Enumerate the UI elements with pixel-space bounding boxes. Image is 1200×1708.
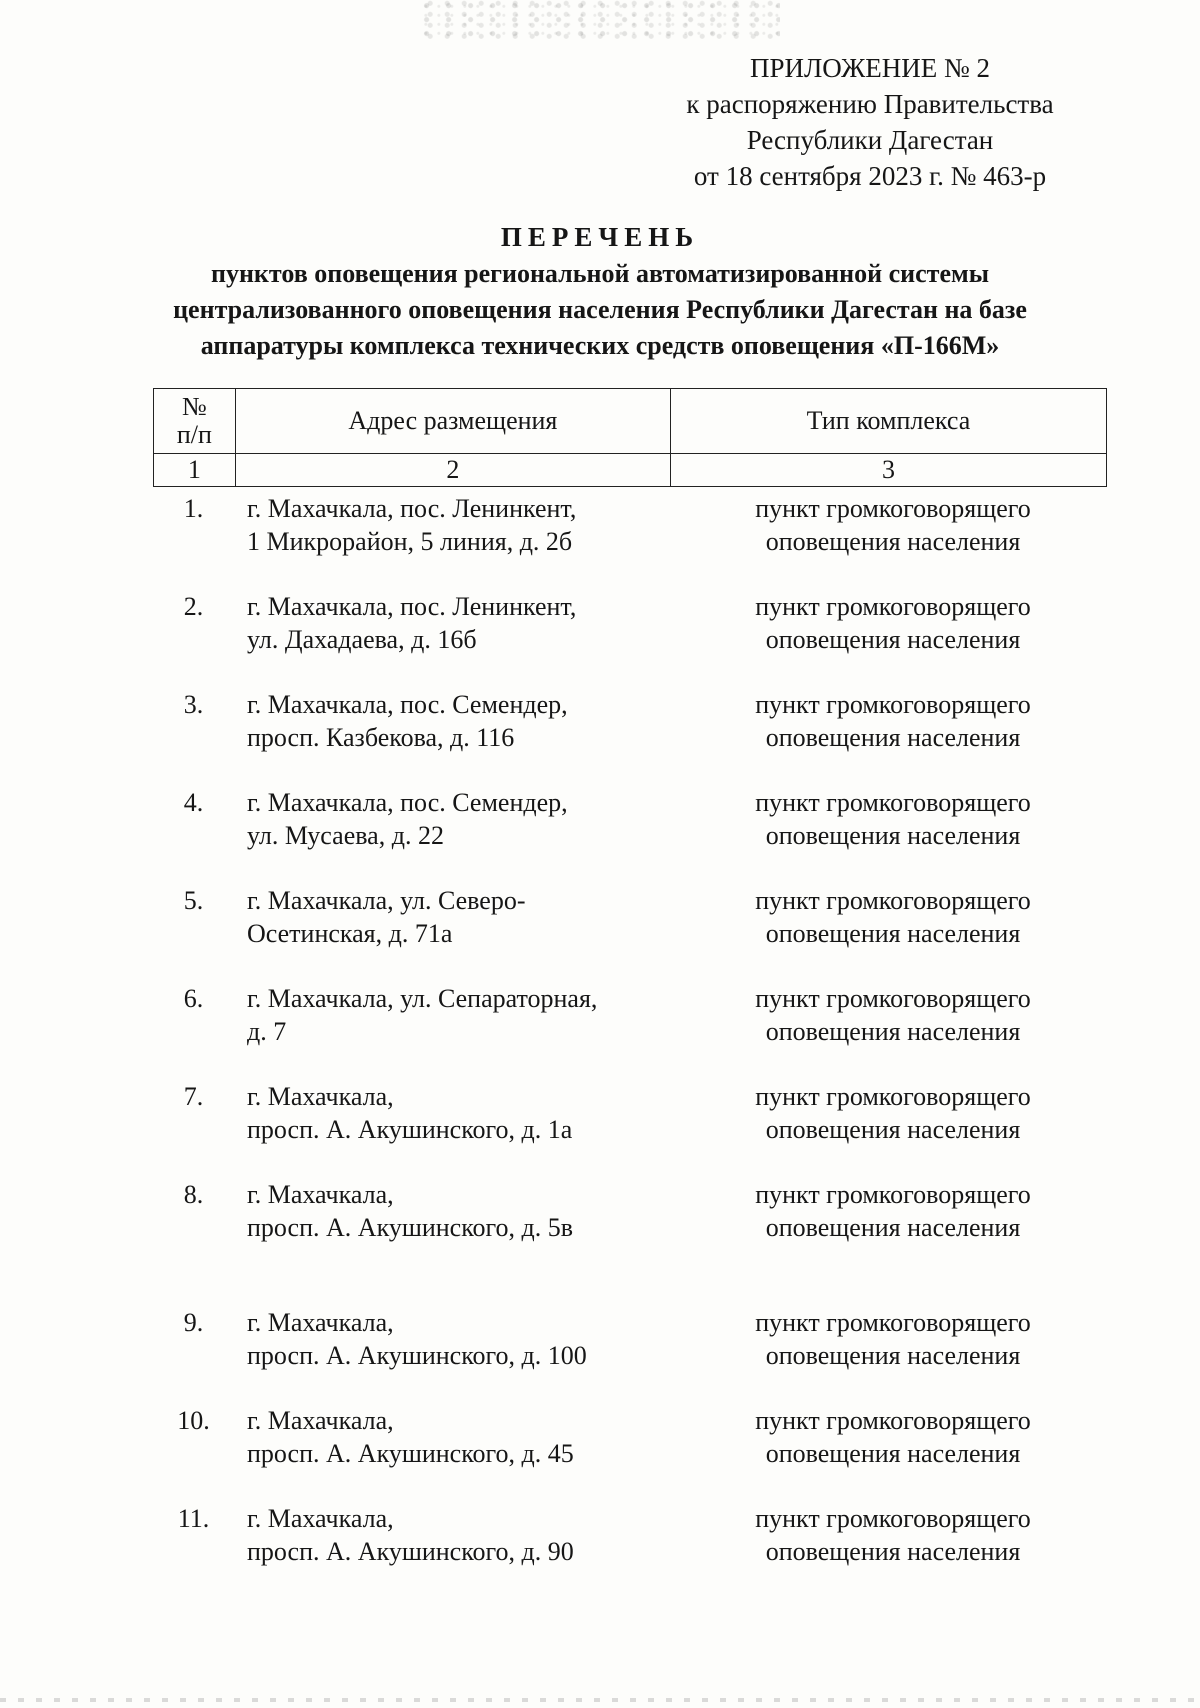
title-main: ПЕРЕЧЕНЬ <box>500 222 700 252</box>
type-line: оповещения населения <box>765 1341 1021 1370</box>
address-line: г. Махачкала, <box>247 1308 394 1337</box>
address-line: г. Махачкала, ул. Северо- <box>247 886 526 915</box>
row-type <box>693 1404 1093 1470</box>
address-line: 1 Микрорайон, 5 линия, д. 2б <box>247 527 573 556</box>
row-number: 6. <box>183 984 204 1013</box>
type-line: пункт громкоговорящего <box>755 1082 1031 1111</box>
row-address <box>247 1306 667 1372</box>
address-line: Осетинская, д. 71а <box>247 919 453 948</box>
row-address <box>247 590 667 656</box>
table-row <box>153 1306 1107 1378</box>
row-number: 2. <box>183 592 204 621</box>
appendix-line: ПРИЛОЖЕНИЕ № 2 <box>749 53 991 83</box>
table-row <box>153 786 1107 858</box>
row-address <box>247 786 667 852</box>
type-line: оповещения населения <box>765 1439 1021 1468</box>
type-line: оповещения населения <box>765 1213 1021 1242</box>
address-line: г. Махачкала, пос. Ленинкент, <box>247 592 577 621</box>
type-line: пункт громкоговорящего <box>755 788 1031 817</box>
row-type <box>693 1306 1093 1372</box>
type-line: пункт громкоговорящего <box>755 1180 1031 1209</box>
header-address: Адрес размещения <box>235 389 670 454</box>
row-address <box>247 1404 667 1470</box>
scan-edge <box>0 1698 1200 1702</box>
type-line: пункт громкоговорящего <box>755 1504 1031 1533</box>
row-type <box>693 884 1093 950</box>
row-type <box>693 590 1093 656</box>
type-line: оповещения населения <box>765 527 1021 556</box>
appendix-line: Республики Дагестан <box>746 125 994 155</box>
table-row <box>153 492 1107 564</box>
subtitle-line: пунктов оповещения региональной автоматизированной системы <box>210 259 990 288</box>
type-line: оповещения населения <box>765 1537 1021 1566</box>
type-line: пункт громкоговорящего <box>755 984 1031 1013</box>
address-line: ул. Дахадаева, д. 16б <box>247 625 477 654</box>
address-line: ул. Мусаева, д. 22 <box>247 821 444 850</box>
appendix-line: от 18 сентября 2023 г. № 463-р <box>693 161 1047 191</box>
row-number: 9. <box>183 1308 204 1337</box>
row-number: 7. <box>183 1082 204 1111</box>
address-line: г. Махачкала, <box>247 1082 394 1111</box>
row-address <box>247 982 667 1048</box>
type-line: оповещения населения <box>765 723 1021 752</box>
type-line: пункт громкоговорящего <box>755 690 1031 719</box>
row-number: 8. <box>183 1180 204 1209</box>
title-subtitle <box>100 256 1100 364</box>
type-line: оповещения населения <box>765 919 1021 948</box>
address-line: г. Махачкала, пос. Семендер, <box>247 788 568 817</box>
table-row <box>153 688 1107 760</box>
address-line: просп. А. Акушинского, д. 1а <box>247 1115 573 1144</box>
row-type <box>693 1080 1093 1146</box>
table-row <box>153 1404 1107 1476</box>
row-number: 4. <box>183 788 204 817</box>
type-line: пункт громкоговорящего <box>755 886 1031 915</box>
scan-noise <box>420 0 780 40</box>
address-line: просп. А. Акушинского, д. 100 <box>247 1341 587 1370</box>
row-type <box>693 786 1093 852</box>
subtitle-line: централизованного оповещения населения Республики Дагестан на базе <box>173 295 1027 324</box>
address-line: г. Махачкала, пос. Ленинкент, <box>247 494 577 523</box>
row-address <box>247 1178 667 1244</box>
address-line: г. Махачкала, <box>247 1504 394 1533</box>
table-row <box>153 1080 1107 1152</box>
type-line: пункт громкоговорящего <box>755 1406 1031 1435</box>
header-type: Тип комплекса <box>670 389 1106 454</box>
row-address <box>247 884 667 950</box>
address-line: просп. А. Акушинского, д. 5в <box>247 1213 574 1242</box>
type-line: оповещения населения <box>765 821 1021 850</box>
address-line: г. Махачкала, пос. Семендер, <box>247 690 568 719</box>
row-type <box>693 1178 1093 1244</box>
row-number: 11. <box>177 1504 210 1533</box>
header-col-index: 2 <box>235 454 670 487</box>
row-type <box>693 492 1093 558</box>
address-line: просп. Казбекова, д. 116 <box>247 723 515 752</box>
header-col-index: 3 <box>670 454 1106 487</box>
address-line: д. 7 <box>247 1017 287 1046</box>
type-line: оповещения населения <box>765 1115 1021 1144</box>
row-address <box>247 1502 667 1568</box>
address-line: г. Махачкала, <box>247 1406 394 1435</box>
type-line: пункт громкоговорящего <box>755 592 1031 621</box>
row-number: 3. <box>183 690 204 719</box>
row-type <box>693 688 1093 754</box>
header-number-line: п/п <box>176 420 212 449</box>
row-type <box>693 982 1093 1048</box>
appendix-line: к распоряжению Правительства <box>686 89 1054 119</box>
row-address <box>247 1080 667 1146</box>
type-line: оповещения населения <box>765 625 1021 654</box>
table-row <box>153 590 1107 662</box>
row-number: 10. <box>177 1406 210 1435</box>
row-number: 1. <box>183 494 204 523</box>
type-line: пункт громкоговорящего <box>755 1308 1031 1337</box>
row-type <box>693 1502 1093 1568</box>
type-line: оповещения населения <box>765 1017 1021 1046</box>
table-row <box>153 884 1107 956</box>
header-number <box>154 389 236 454</box>
address-line: г. Махачкала, <box>247 1180 394 1209</box>
table-row <box>153 982 1107 1054</box>
header-col-index: 1 <box>154 454 236 487</box>
header-number-line: № <box>182 392 207 421</box>
row-number: 5. <box>183 886 204 915</box>
type-line: пункт громкоговорящего <box>755 494 1031 523</box>
row-address <box>247 492 667 558</box>
table-row <box>153 1502 1107 1574</box>
address-line: г. Махачкала, ул. Сепараторная, <box>247 984 598 1013</box>
subtitle-line: аппаратуры комплекса технических средств оповещения «П-166М» <box>200 331 1000 360</box>
address-line: просп. А. Акушинского, д. 45 <box>247 1439 574 1468</box>
document-title <box>100 220 1100 364</box>
address-line: просп. А. Акушинского, д. 90 <box>247 1537 574 1566</box>
table-row <box>153 1178 1107 1250</box>
table-header <box>153 388 1107 487</box>
appendix-header <box>640 50 1100 194</box>
row-address <box>247 688 667 754</box>
